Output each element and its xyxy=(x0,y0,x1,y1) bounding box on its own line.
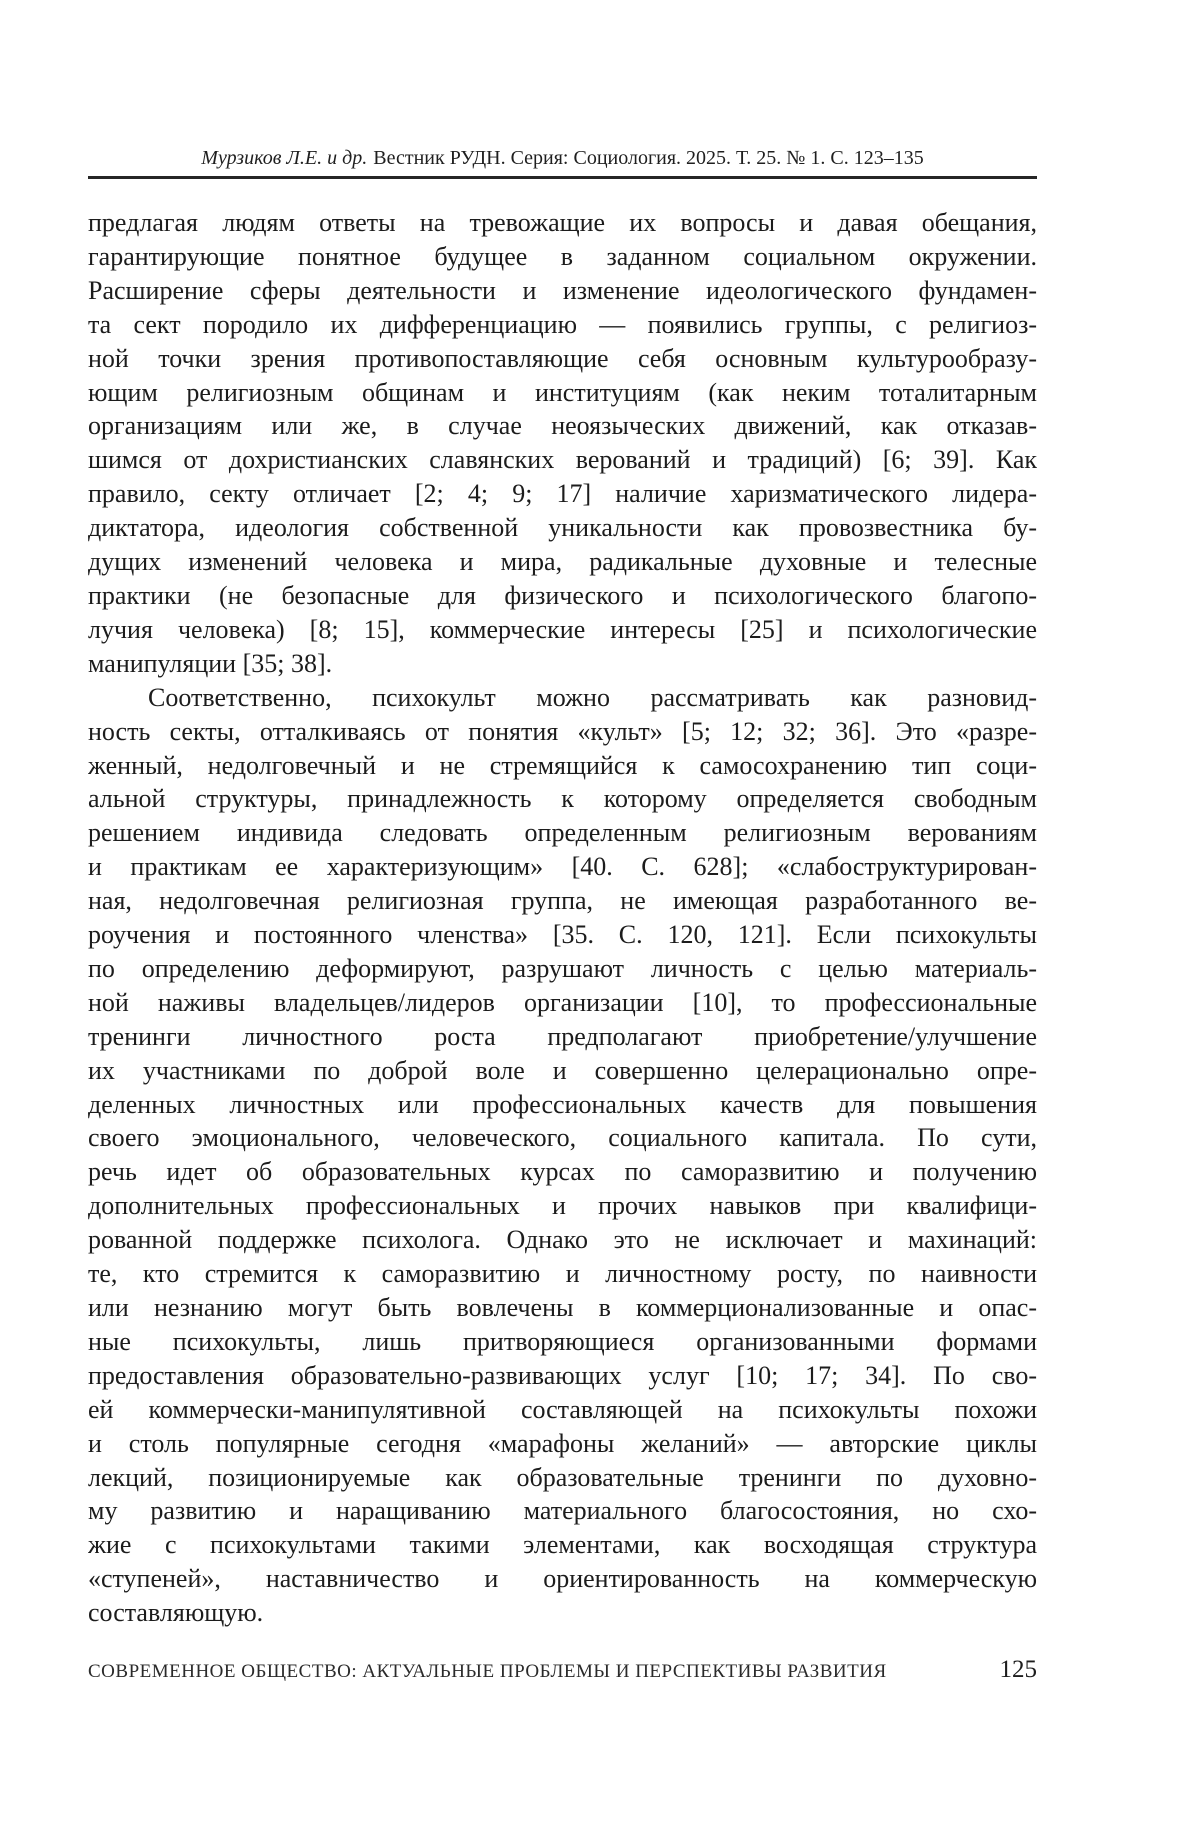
text-line: Соответственно, психокульт можно рассматривать как разновид- xyxy=(148,682,1037,712)
text-line: составляющую. xyxy=(88,1598,264,1628)
text-line: организациям или же, в случае неоязыческих движений, как отказав- xyxy=(88,411,1037,441)
text-line: по определению деформируют, разрушают личность с целью материаль- xyxy=(88,953,1037,983)
footer-section-title: СОВРЕМЕННОЕ ОБЩЕСТВО: АКТУАЛЬНЫЕ ПРОБЛЕМЫ И ПЕРСПЕКТИВЫ РАЗВИТИЯ xyxy=(88,1661,887,1682)
text-line: или незнанию могут быть вовлечены в коммерционализованные и опас- xyxy=(88,1293,1037,1322)
text-line: ная, недолговечная религиозная группа, не имеющая разработанного ве- xyxy=(88,886,1037,916)
text-line: диктатора, идеология собственной уникальности как провозвестника бу- xyxy=(88,513,1037,543)
text-line: жие с психокультами такими элементами, как восходящая структура xyxy=(88,1530,1037,1560)
text-line: ей коммерчески-манипулятивной составляющей на психокульты похожи xyxy=(88,1394,1037,1424)
text-line: предоставления образовательно-развивающих услуг [10; 17; 34]. По сво- xyxy=(88,1360,1037,1390)
header-rule xyxy=(88,176,1037,179)
text-line: ные психокульты, лишь притворяющиеся организованными формами xyxy=(88,1326,1037,1356)
article-body xyxy=(88,206,1037,1630)
text-line: «ступеней», наставничество и ориентированность на коммерческую xyxy=(88,1564,1037,1594)
text-line: ющим религиозным общинам и институциям (как неким тоталитарным xyxy=(88,377,1037,407)
text-line: роучения и постоянного членства» [35. С. 120, 121]. Если психокульты xyxy=(88,920,1037,950)
page-footer xyxy=(88,1656,1037,1684)
running-header-authors: Мурзиков Л.Е. и др. xyxy=(201,147,368,169)
text-line: практики (не безопасные для физического и психологического благопо- xyxy=(88,580,1037,610)
text-line: гарантирующие понятное будущее в заданном социальном окружении. xyxy=(88,241,1037,271)
text-line: лучия человека) [8; 15], коммерческие интересы [25] и психологические xyxy=(88,614,1037,644)
running-header-citation: Вестник РУДН. Серия: Социология. 2025. Т. 25. № 1. С. 123–135 xyxy=(373,147,924,169)
text-line: дополнительных профессиональных и прочих навыков при квалифици- xyxy=(88,1191,1037,1221)
text-line: решением индивида следовать определенным религиозным верованиям xyxy=(88,818,1037,848)
text-line: своего эмоционального, человеческого, социального капитала. По сути, xyxy=(88,1123,1037,1153)
text-line: предлагая людям ответы на тревожащие их вопросы и давая обещания, xyxy=(88,208,1037,237)
text-line: лекций, позиционируемые как образовательные тренинги по духовно- xyxy=(88,1462,1037,1492)
text-line: речь идет об образовательных курсах по саморазвитию и получению xyxy=(88,1157,1037,1187)
page-number: 125 xyxy=(999,1656,1037,1683)
text-line: деленных личностных или профессиональных качеств для повышения xyxy=(88,1089,1037,1119)
text-line: ной наживы владельцев/лидеров организации [10], то профессиональные xyxy=(88,987,1037,1017)
text-line: шимся от дохристианских славянских верований и традиций) [6; 39]. Как xyxy=(88,445,1037,475)
text-line: манипуляции [35; 38]. xyxy=(88,648,333,678)
text-line: альной структуры, принадлежность к которому определяется свободным xyxy=(88,784,1037,814)
text-line: правило, секту отличает [2; 4; 9; 17] наличие харизматического лидера- xyxy=(88,479,1037,509)
text-line: дущих изменений человека и мира, радикальные духовные и телесные xyxy=(88,547,1037,577)
text-line: их участниками по доброй воле и совершенно целерационально опре- xyxy=(88,1055,1037,1085)
text-line: тренинги личностного роста предполагают приобретение/улучшение xyxy=(88,1021,1037,1051)
running-header xyxy=(88,146,1037,170)
text-line: ность секты, отталкиваясь от понятия «культ» [5; 12; 32; 36]. Это «разре- xyxy=(88,716,1037,746)
text-line: и практикам ее характеризующим» [40. С. 628]; «слабоструктурирован- xyxy=(88,852,1037,882)
text-line: те, кто стремится к саморазвитию и личностному росту, по наивности xyxy=(88,1259,1037,1289)
text-line: ной точки зрения противопоставляющие себя основным культурообразу- xyxy=(88,343,1037,373)
text-line: женный, недолговечный и не стремящийся к самосохранению тип соци- xyxy=(88,750,1037,780)
text-line: та сект породило их дифференциацию — появились группы, с религиоз- xyxy=(88,309,1037,339)
text-line: му развитию и наращиванию материального благосостояния, но схо- xyxy=(88,1496,1037,1526)
text-line: и столь популярные сегодня «марафоны желаний» — авторские циклы xyxy=(88,1428,1037,1458)
text-line: рованной поддержке психолога. Однако это не исключает и махинаций: xyxy=(88,1225,1037,1255)
text-line: Расширение сферы деятельности и изменение идеологического фундамен- xyxy=(88,275,1037,305)
